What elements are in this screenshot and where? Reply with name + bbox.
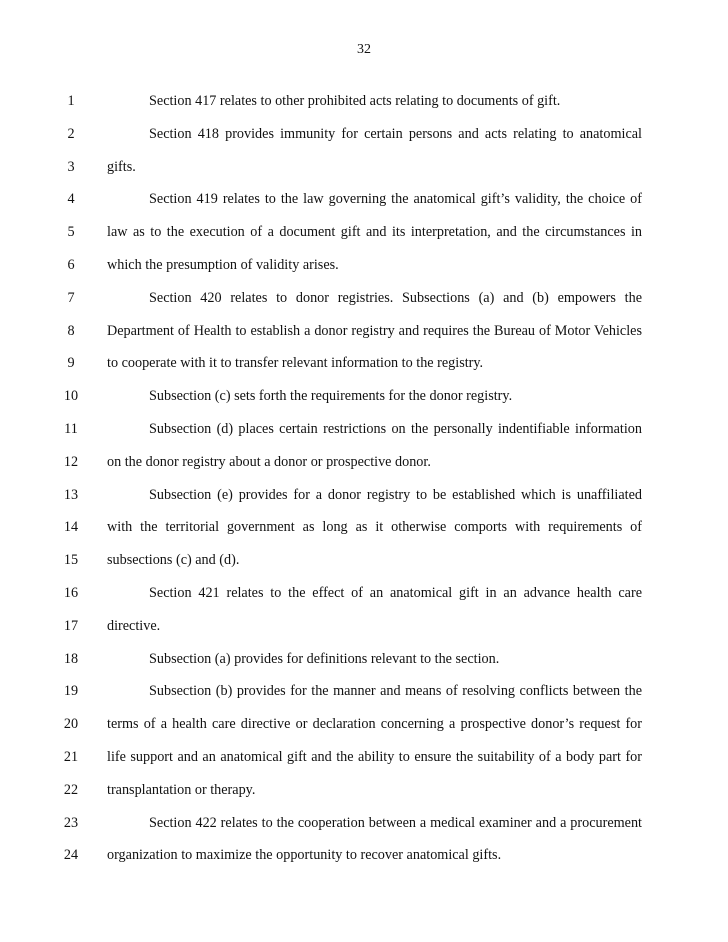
document-line: [0, 451, 728, 484]
document-line: [0, 484, 728, 517]
document-line: [0, 779, 728, 812]
line-number: 5: [67, 224, 75, 241]
line-text: life support and an anatomical gift and the ability to ensure the suitability of a body part for: [107, 748, 642, 765]
line-text: Section 419 relates to the law governing the anatomical gift’s validity, the choice of: [149, 191, 642, 208]
document-line: [0, 582, 728, 615]
line-text: Department of Health to establish a donor registry and requires the Bureau of Motor Vehicles: [107, 322, 642, 339]
line-number: 10: [63, 388, 79, 405]
line-number: 18: [63, 650, 79, 667]
line-text: on the donor registry about a donor or prospective donor.: [107, 453, 431, 470]
document-line: [0, 352, 728, 385]
line-number: 12: [63, 453, 79, 470]
document-line: [0, 812, 728, 845]
line-number: 14: [63, 519, 79, 536]
line-number: 9: [67, 355, 75, 372]
line-text: Section 417 relates to other prohibited acts relating to documents of gift.: [149, 93, 561, 109]
line-number: 13: [63, 486, 79, 503]
line-text: which the presumption of validity arises.: [107, 256, 339, 273]
line-text: Section 422 relates to the cooperation between a medical examiner and a procurement: [149, 814, 642, 831]
line-text: Subsection (c) sets forth the requirements for the donor registry.: [149, 388, 513, 405]
line-number: 3: [67, 158, 75, 175]
document-line: [0, 680, 728, 713]
line-number: 8: [67, 322, 75, 339]
document-line: [0, 615, 728, 648]
document-line: [0, 254, 728, 287]
document-line: [0, 221, 728, 254]
line-number: 6: [67, 256, 75, 273]
document-line: [0, 385, 728, 418]
line-text: directive.: [107, 617, 161, 634]
line-number: 4: [67, 191, 75, 208]
line-number: 11: [64, 420, 78, 437]
document-line: [0, 746, 728, 779]
line-number: 23: [63, 814, 79, 831]
page-number: 32: [357, 42, 371, 57]
line-number: 21: [63, 748, 79, 765]
line-text: organization to maximize the opportunity to recover anatomical gifts.: [107, 847, 502, 864]
line-text: to cooperate with it to transfer relevant information to the registry.: [107, 355, 484, 372]
document-line: [0, 516, 728, 549]
line-text: Section 420 relates to donor registries. Subsections (a) and (b) empowers the: [149, 289, 642, 306]
line-number: 19: [63, 683, 79, 700]
document-line: [0, 320, 728, 353]
line-text: with the territorial government as long as it otherwise comports with requirements of: [107, 519, 642, 536]
line-number: 15: [63, 552, 79, 569]
document-line: [0, 123, 728, 156]
line-number: 1: [67, 93, 75, 109]
line-number: 20: [63, 716, 79, 733]
line-number: 24: [63, 847, 79, 864]
line-text: Subsection (b) provides for the manner and means of resolving conflicts between the: [149, 683, 642, 700]
line-text: Subsection (a) provides for definitions relevant to the section.: [149, 650, 500, 667]
line-text: subsections (c) and (d).: [107, 552, 240, 569]
line-number: 17: [63, 617, 79, 634]
document-line: [0, 648, 728, 681]
document-line: [0, 287, 728, 320]
line-number: 22: [63, 781, 79, 798]
document-body: [0, 90, 728, 877]
line-number: 7: [67, 289, 75, 306]
line-number: 16: [63, 584, 79, 601]
line-number: 2: [67, 125, 75, 142]
document-line: [0, 156, 728, 189]
document-line: [0, 90, 728, 123]
document-line: [0, 188, 728, 221]
document-line: [0, 549, 728, 582]
line-text: Subsection (d) places certain restrictions on the personally indentifiable information: [149, 420, 642, 437]
line-text: Section 418 provides immunity for certain persons and acts relating to anatomical: [149, 125, 642, 142]
line-text: law as to the execution of a document gift and its interpretation, and the circumstances in: [107, 224, 642, 241]
line-text: gifts.: [107, 158, 136, 175]
line-text: Subsection (e) provides for a donor registry to be established which is unaffiliated: [149, 486, 642, 503]
line-text: terms of a health care directive or declaration concerning a prospective donor’s request for: [107, 716, 642, 733]
document-line: [0, 713, 728, 746]
document-line: [0, 418, 728, 451]
document-line: [0, 844, 728, 877]
line-text: Section 421 relates to the effect of an anatomical gift in an advance health care: [149, 584, 642, 601]
line-text: transplantation or therapy.: [107, 781, 256, 798]
